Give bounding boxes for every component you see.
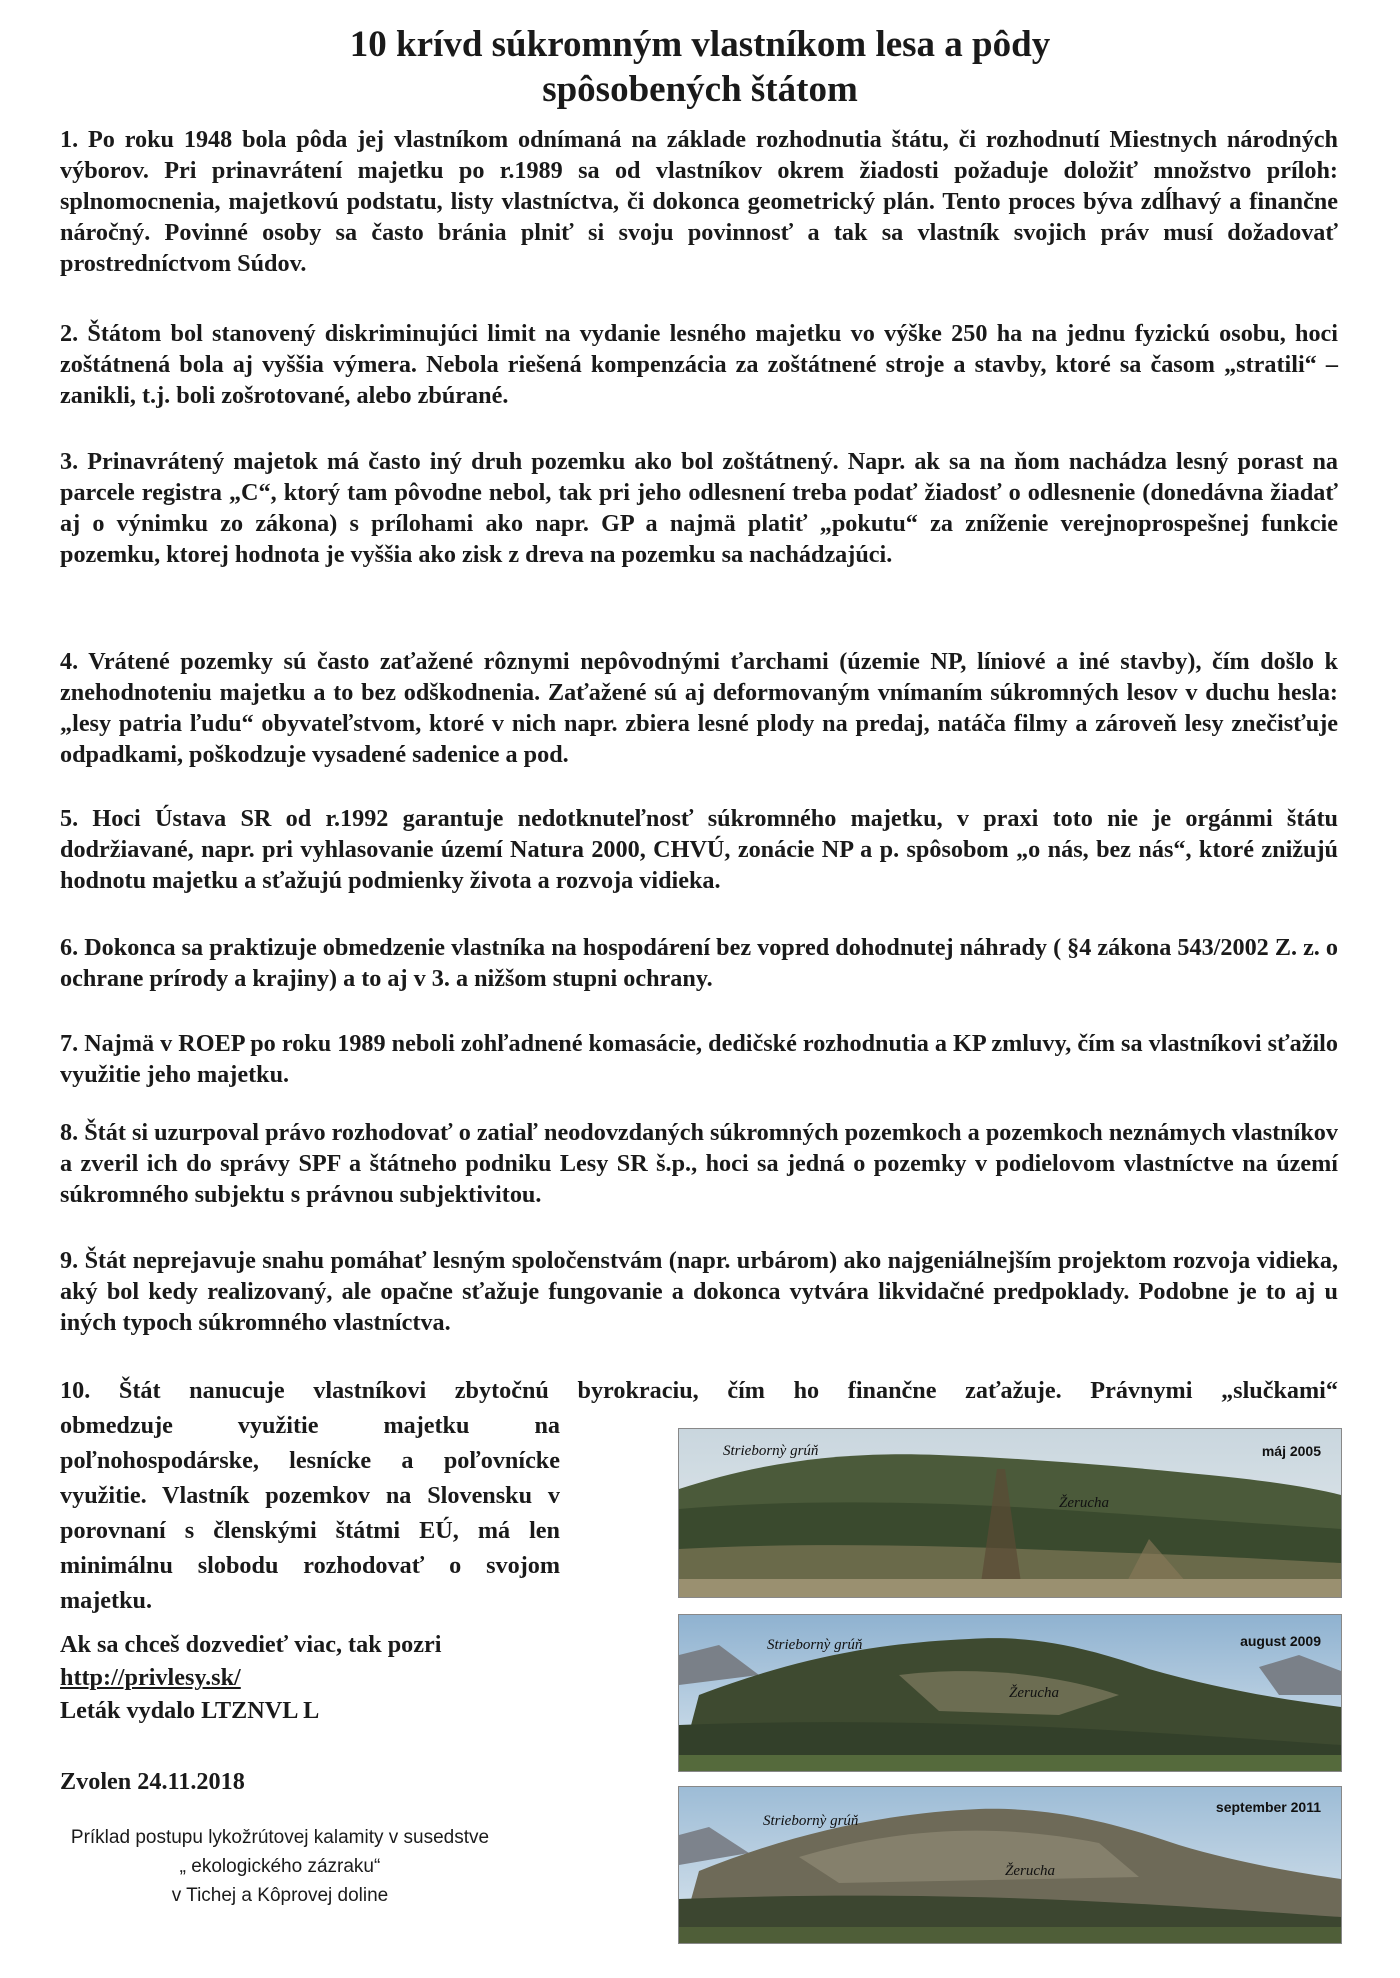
label-zerucha: Žerucha: [1059, 1495, 1109, 1511]
paragraph-1: 1. Po roku 1948 bola pôda jej vlastníkom odnímaná na základe rozhodnutia štátu, či rozhodnutí Miestnych národných výborov. Pri prinavrátení majetku po r.1989 sa od vlastníkov okrem žiadosti požaduje doložiť množstvo príloh: splnomocnenia, majetkovú podstatu, listy vlastníctva, či dokonca geometrický plán. Tento proces býva zdĺhavý a finančne náročný. Povinné osoby sa často bránia plniť si svoju povinnosť a tak sa vlastník svojich práv musí dožadovať prostredníctvom Súdov.: [60, 126, 1338, 277]
photo-may-2005: [678, 1428, 1342, 1598]
page-title: [0, 22, 1400, 112]
paragraph-3: 3. Prinavrátený majetok má často iný druh pozemku ako bol zoštátnený. Napr. ak sa na ňom nachádza lesný porast na parcele registra „C“, ktorý tam pôvodne nebol, tak pri jeho odlesnení treba podať žiadosť o odlesnenie (donedávna žiadať aj o výnimku zo zákona) s prílohami ako napr. GP a najmä platiť „pokutu“ za zníženie verejnoprospešnej funkcie pozemku, ktorej hodnota je vyššia ako zisk z dreva na pozemku sa nachádzajúci.: [60, 448, 1338, 568]
label-strieborny-grun: Striebornỳ grúň: [763, 1813, 859, 1829]
caption-line-1: Príklad postupu lykožrútovej kalamity v susedstve: [70, 1827, 490, 1848]
photo-date: august 2009: [1240, 1633, 1321, 1649]
contact-intro: Ak sa chceš dozvedieť viac, tak pozri: [60, 1631, 442, 1658]
title-line-1: 10 krívd súkromným vlastníkom lesa a pôdy: [349, 24, 1051, 65]
title-line-2: spôsobených štátom: [542, 69, 858, 110]
paragraph-9: 9. Štát neprejavuje snahu pomáhať lesným spoločenstvám (napr. urbárom) ako najgeniálnejším projektom rozvoja vidieka, aký bol kedy realizovaný, ale opačne sťažuje fungovanie a dokonca vytvára likvidačné predpoklady. Podobne je to aj u iných typoch súkromného vlastníctva.: [60, 1247, 1338, 1336]
label-strieborny-grun: Striebornỳ grúň: [723, 1443, 819, 1459]
photo-date: september 2011: [1215, 1799, 1321, 1815]
paragraph-5: 5. Hoci Ústava SR od r.1992 garantuje nedotknuteľnosť súkromného majetku, v praxi toto nie je orgánmi štátu dodržiavané, napr. pri vyhlasovanie území Natura 2000, CHVÚ, zonácie NP a p. spôsobom „o nás, bez nás“, ktoré znižujú hodnotu majetku a sťažujú podmienky života a rozvoja vidieka.: [60, 805, 1338, 894]
label-strieborny-grun: Striebornỳ grúň: [767, 1637, 863, 1653]
paragraph-6: 6. Dokonca sa praktizuje obmedzenie vlastníka na hospodárení bez vopred dohodnutej náhrady ( §4 zákona 543/2002 Z. z. o ochrane prírody a krajiny) a to aj v 3. a nižšom stupni ochrany.: [60, 934, 1338, 992]
place-date: Zvolen 24.11.2018: [60, 1768, 245, 1795]
photo-caption: [40, 1823, 520, 1910]
photo-september-2011: [678, 1786, 1342, 1944]
paragraph-7: 7. Najmä v ROEP po roku 1989 neboli zohľadnené komasácie, dedičské rozhodnutia a KP zmluvy, čím sa vlastníkovi sťažilo využitie jeho majetku.: [60, 1030, 1338, 1088]
caption-line-3: v Tichej a Kôprovej doline: [171, 1885, 389, 1906]
caption-line-2: „ ekologického zázraku“: [179, 1856, 381, 1877]
paragraph-2: 2. Štátom bol stanovený diskriminujúci limit na vydanie lesného majetku vo výške 250 ha na jednu fyzickú osobu, hoci zoštátnená bola aj vyššia výmera. Nebola riešená kompenzácia za zoštátnené stroje a stavby, ktoré sa časom „stratili“ – zanikli, t.j. boli zošrotované, alebo zbúrané.: [60, 320, 1338, 409]
label-zerucha: Žerucha: [1009, 1685, 1059, 1701]
photo-august-2009: [678, 1614, 1342, 1772]
paragraph-10-rest: obmedzuje využitie majetku na poľnohospodárske, lesnícke a poľovnícke využitie. Vlastník pozemkov na Slovensku v porovnaní s členskými štátmi EÚ, má len minimálnu slobodu rozhodovať o svojom majetku.: [60, 1412, 560, 1614]
publisher-line: Leták vydalo LTZNVL L: [60, 1697, 320, 1724]
contact-block: [60, 1628, 620, 1727]
paragraph-10-first-line: 10. Štát nanucuje vlastníkovi zbytočnú byrokraciu, čím ho finančne zaťažuje. Právnymi „slučkami“: [60, 1377, 1338, 1404]
privlesy-link[interactable]: http://privlesy.sk/: [60, 1664, 241, 1691]
paragraph-8: 8. Štát si uzurpoval právo rozhodovať o zatiaľ neodovzdaných súkromných pozemkoch a pozemkoch neznámych vlastníkov a zveril ich do správy SPF a štátneho podniku Lesy SR š.p., hoci sa jedná o pozemky v podielovom vlastníctve na území súkromného subjektu s právnou subjektivitou.: [60, 1119, 1338, 1208]
label-zerucha: Žerucha: [1005, 1863, 1055, 1879]
photo-date: máj 2005: [1261, 1443, 1321, 1459]
paragraph-4: 4. Vrátené pozemky sú často zaťažené rôznymi nepôvodnými ťarchami (územie NP, líniové a iné stavby), čím došlo k znehodnoteniu majetku a to bez odškodnenia. Zaťažené sú aj deformovaným vnímaním súkromných lesov v duchu hesla: „lesy patria ľudu“ obyvateľstvom, ktoré v nich napr. zbiera lesné plody na predaj, natáča filmy a zároveň lesy znečisťuje odpadkami, poškodzuje vysadené sadenice a pod.: [60, 648, 1338, 768]
